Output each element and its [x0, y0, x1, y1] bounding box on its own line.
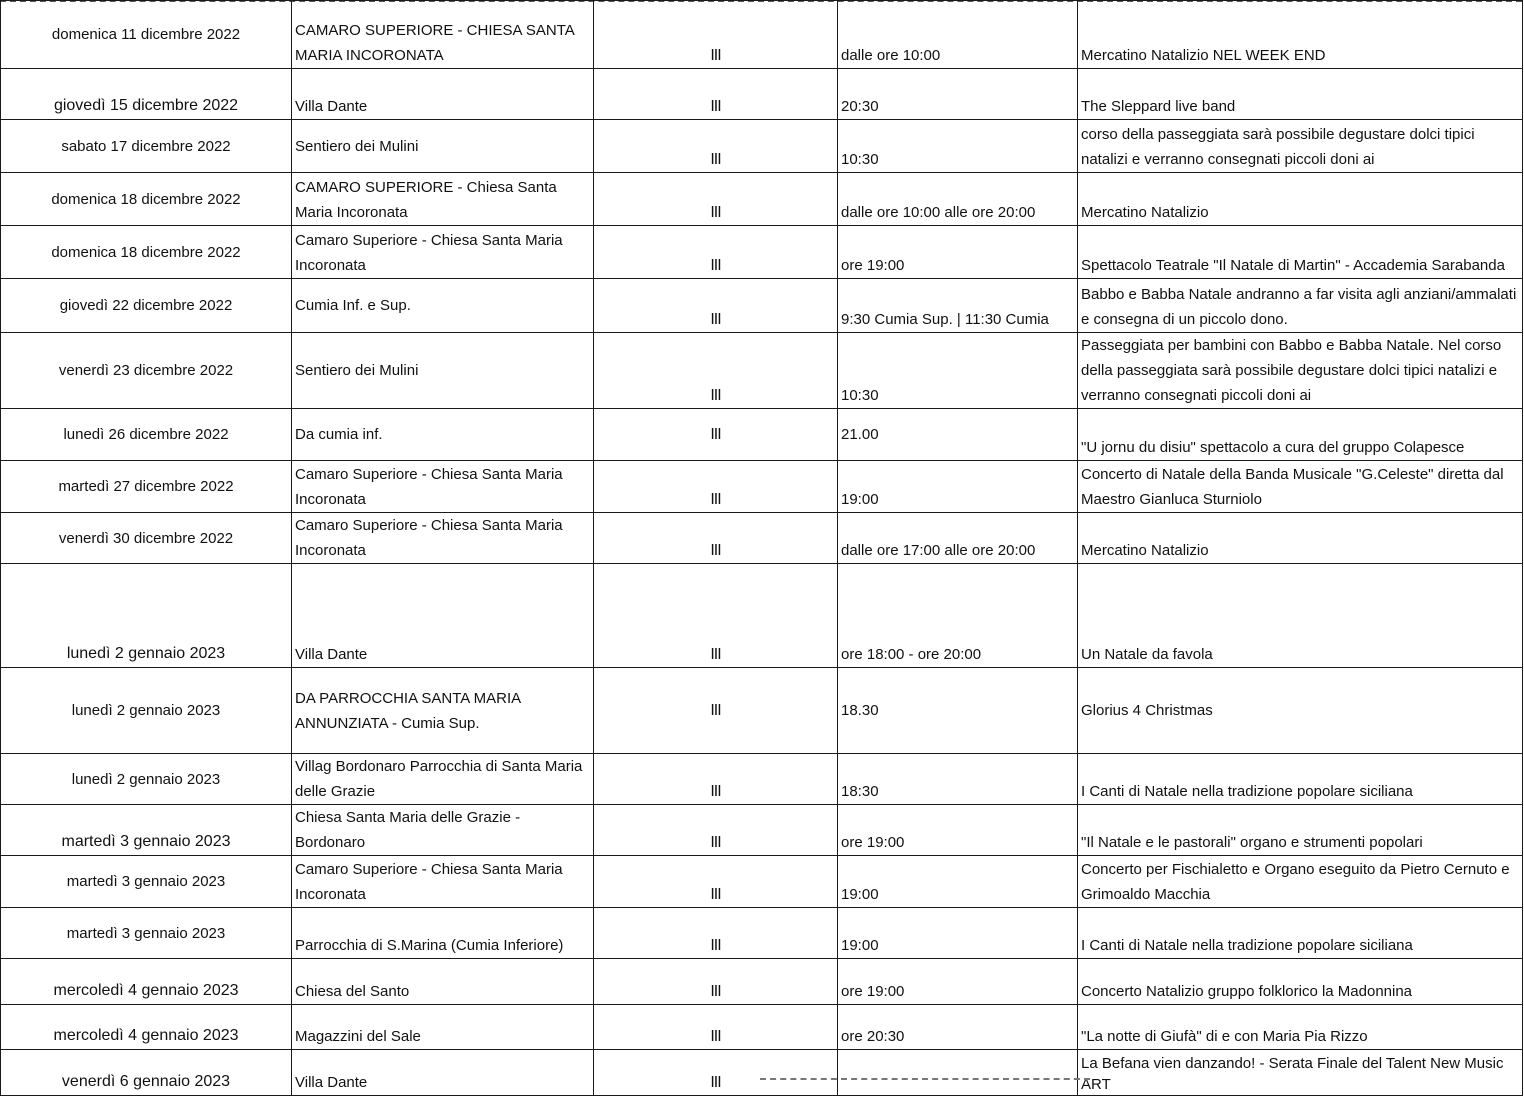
event-time: dalle ore 10:00: [838, 1, 1078, 69]
event-mark: III: [594, 754, 838, 805]
event-place: Villa Dante: [292, 1050, 594, 1096]
event-mark: III: [594, 959, 838, 1005]
table-row: [1, 226, 1523, 279]
event-date: sabato 17 dicembre 2022: [1, 120, 292, 173]
event-mark: III: [594, 279, 838, 333]
table-row: [1, 668, 1523, 754]
event-date: martedì 3 gennaio 2023: [1, 805, 292, 856]
event-description: "Il Natale e le pastorali" organo e strumenti popolari: [1078, 805, 1523, 856]
event-description: The Sleppard live band: [1078, 69, 1523, 120]
event-mark: III: [594, 908, 838, 959]
table-row: [1, 1005, 1523, 1050]
event-mark: III: [594, 409, 838, 461]
event-place: Sentiero dei Mulini: [292, 333, 594, 409]
table-row: [1, 856, 1523, 908]
table-row: [1, 1, 1523, 69]
event-time: ore 20:30: [838, 1005, 1078, 1050]
event-time: ore 19:00: [838, 805, 1078, 856]
event-description: Concerto di Natale della Banda Musicale "G.Celeste" diretta dal Maestro Gianluca Sturniolo: [1078, 461, 1523, 513]
event-place: Cumia Inf. e Sup.: [292, 279, 594, 333]
event-time: 19:00: [838, 461, 1078, 513]
event-description: Spettacolo Teatrale "Il Natale di Martin" - Accademia Sarabanda: [1078, 226, 1523, 279]
table-row: [1, 173, 1523, 226]
event-description: "U jornu du disiu" spettacolo a cura del gruppo Colapesce: [1078, 409, 1523, 461]
event-mark: III: [594, 461, 838, 513]
event-place: Parrocchia di S.Marina (Cumia Inferiore): [292, 908, 594, 959]
event-place: Da cumia inf.: [292, 409, 594, 461]
event-time: dalle ore 17:00 alle ore 20:00: [838, 513, 1078, 564]
event-date: domenica 11 dicembre 2022: [1, 1, 292, 69]
event-date: domenica 18 dicembre 2022: [1, 173, 292, 226]
event-place: Chiesa del Santo: [292, 959, 594, 1005]
event-place: DA PARROCCHIA SANTA MARIA ANNUNZIATA - Cumia Sup.: [292, 668, 594, 754]
event-mark: III: [594, 1, 838, 69]
event-mark: III: [594, 1050, 838, 1096]
event-date: mercoledì 4 gennaio 2023: [1, 1005, 292, 1050]
table-row: [1, 805, 1523, 856]
table-row: [1, 754, 1523, 805]
table-row: [1, 1050, 1523, 1096]
event-description: Mercatino Natalizio: [1078, 513, 1523, 564]
event-time: dalle ore 10:00 alle ore 20:00: [838, 173, 1078, 226]
event-time: 19:00: [838, 856, 1078, 908]
event-time: 21.00: [838, 409, 1078, 461]
table-row: [1, 513, 1523, 564]
event-description: I Canti di Natale nella tradizione popolare siciliana: [1078, 754, 1523, 805]
event-date: martedì 3 gennaio 2023: [1, 908, 292, 959]
table-row: [1, 333, 1523, 409]
event-mark: III: [594, 564, 838, 668]
event-description: Mercatino Natalizio NEL WEEK END: [1078, 1, 1523, 69]
event-time: ore 19:00: [838, 959, 1078, 1005]
event-time: 20:30: [838, 69, 1078, 120]
event-description: Concerto Natalizio gruppo folklorico la Madonnina: [1078, 959, 1523, 1005]
event-place: Camaro Superiore - Chiesa Santa Maria Incoronata: [292, 226, 594, 279]
event-mark: III: [594, 805, 838, 856]
event-mark: III: [594, 173, 838, 226]
event-mark: III: [594, 856, 838, 908]
event-date: giovedì 22 dicembre 2022: [1, 279, 292, 333]
event-place: CAMARO SUPERIORE - Chiesa Santa Maria Incoronata: [292, 173, 594, 226]
event-time: 10:30: [838, 120, 1078, 173]
event-description: Concerto per Fischialetto e Organo eseguito da Pietro Cernuto e Grimoaldo Macchia: [1078, 856, 1523, 908]
event-place: Magazzini del Sale: [292, 1005, 594, 1050]
table-row: [1, 461, 1523, 513]
event-time: 10:30: [838, 333, 1078, 409]
event-mark: III: [594, 1005, 838, 1050]
event-date: venerdì 30 dicembre 2022: [1, 513, 292, 564]
event-place: CAMARO SUPERIORE - CHIESA SANTA MARIA INCORONATA: [292, 1, 594, 69]
event-description: corso della passeggiata sarà possibile degustare dolci tipici natalizi e verranno consegnati piccoli doni ai: [1078, 120, 1523, 173]
event-date: martedì 27 dicembre 2022: [1, 461, 292, 513]
event-description: Mercatino Natalizio: [1078, 173, 1523, 226]
table-row: [1, 908, 1523, 959]
event-date: venerdì 6 gennaio 2023: [1, 1050, 292, 1096]
event-mark: III: [594, 69, 838, 120]
table-row: [1, 69, 1523, 120]
event-date: giovedì 15 dicembre 2022: [1, 69, 292, 120]
event-date: lunedì 26 dicembre 2022: [1, 409, 292, 461]
event-date: martedì 3 gennaio 2023: [1, 856, 292, 908]
event-place: Sentiero dei Mulini: [292, 120, 594, 173]
event-mark: III: [594, 226, 838, 279]
event-place: Villa Dante: [292, 69, 594, 120]
event-description: I Canti di Natale nella tradizione popolare siciliana: [1078, 908, 1523, 959]
event-date: domenica 18 dicembre 2022: [1, 226, 292, 279]
bottom-dashed-rule: [760, 1078, 1090, 1082]
table-row: [1, 120, 1523, 173]
event-mark: III: [594, 333, 838, 409]
event-description: Passeggiata per bambini con Babbo e Babba Natale. Nel corso della passeggiata sarà possibile degustare dolci tipici natalizi e verranno consegnati piccoli doni ai: [1078, 333, 1523, 409]
event-place: Camaro Superiore - Chiesa Santa Maria Incoronata: [292, 513, 594, 564]
event-date: lunedì 2 gennaio 2023: [1, 668, 292, 754]
event-time: 18.30: [838, 668, 1078, 754]
event-date: mercoledì 4 gennaio 2023: [1, 959, 292, 1005]
event-description: La Befana vien danzando! - Serata Finale del Talent New Music ART: [1078, 1050, 1523, 1096]
event-description: Glorius 4 Christmas: [1078, 668, 1523, 754]
event-mark: III: [594, 668, 838, 754]
event-time: 19:00: [838, 908, 1078, 959]
event-time: 18:30: [838, 754, 1078, 805]
event-place: Camaro Superiore - Chiesa Santa Maria Incoronata: [292, 461, 594, 513]
event-time: ore 18:00 - ore 20:00: [838, 564, 1078, 668]
event-description: Un Natale da favola: [1078, 564, 1523, 668]
table-row: [1, 279, 1523, 333]
table-row: [1, 409, 1523, 461]
table-row: [1, 959, 1523, 1005]
event-place: Camaro Superiore - Chiesa Santa Maria Incoronata: [292, 856, 594, 908]
event-description: "La notte di Giufà" di e con Maria Pia Rizzo: [1078, 1005, 1523, 1050]
event-place: Villa Dante: [292, 564, 594, 668]
event-mark: III: [594, 120, 838, 173]
event-time: 9:30 Cumia Sup. | 11:30 Cumia: [838, 279, 1078, 333]
event-mark: III: [594, 513, 838, 564]
event-place: Villag Bordonaro Parrocchia di Santa Maria delle Grazie: [292, 754, 594, 805]
table-row: [1, 564, 1523, 668]
event-place: Chiesa Santa Maria delle Grazie - Bordonaro: [292, 805, 594, 856]
event-date: venerdì 23 dicembre 2022: [1, 333, 292, 409]
event-time: ore 19:00: [838, 226, 1078, 279]
event-date: lunedì 2 gennaio 2023: [1, 564, 292, 668]
event-time: [838, 1050, 1078, 1096]
event-date: lunedì 2 gennaio 2023: [1, 754, 292, 805]
event-description: Babbo e Babba Natale andranno a far visita agli anziani/ammalati e consegna di un piccolo dono.: [1078, 279, 1523, 333]
